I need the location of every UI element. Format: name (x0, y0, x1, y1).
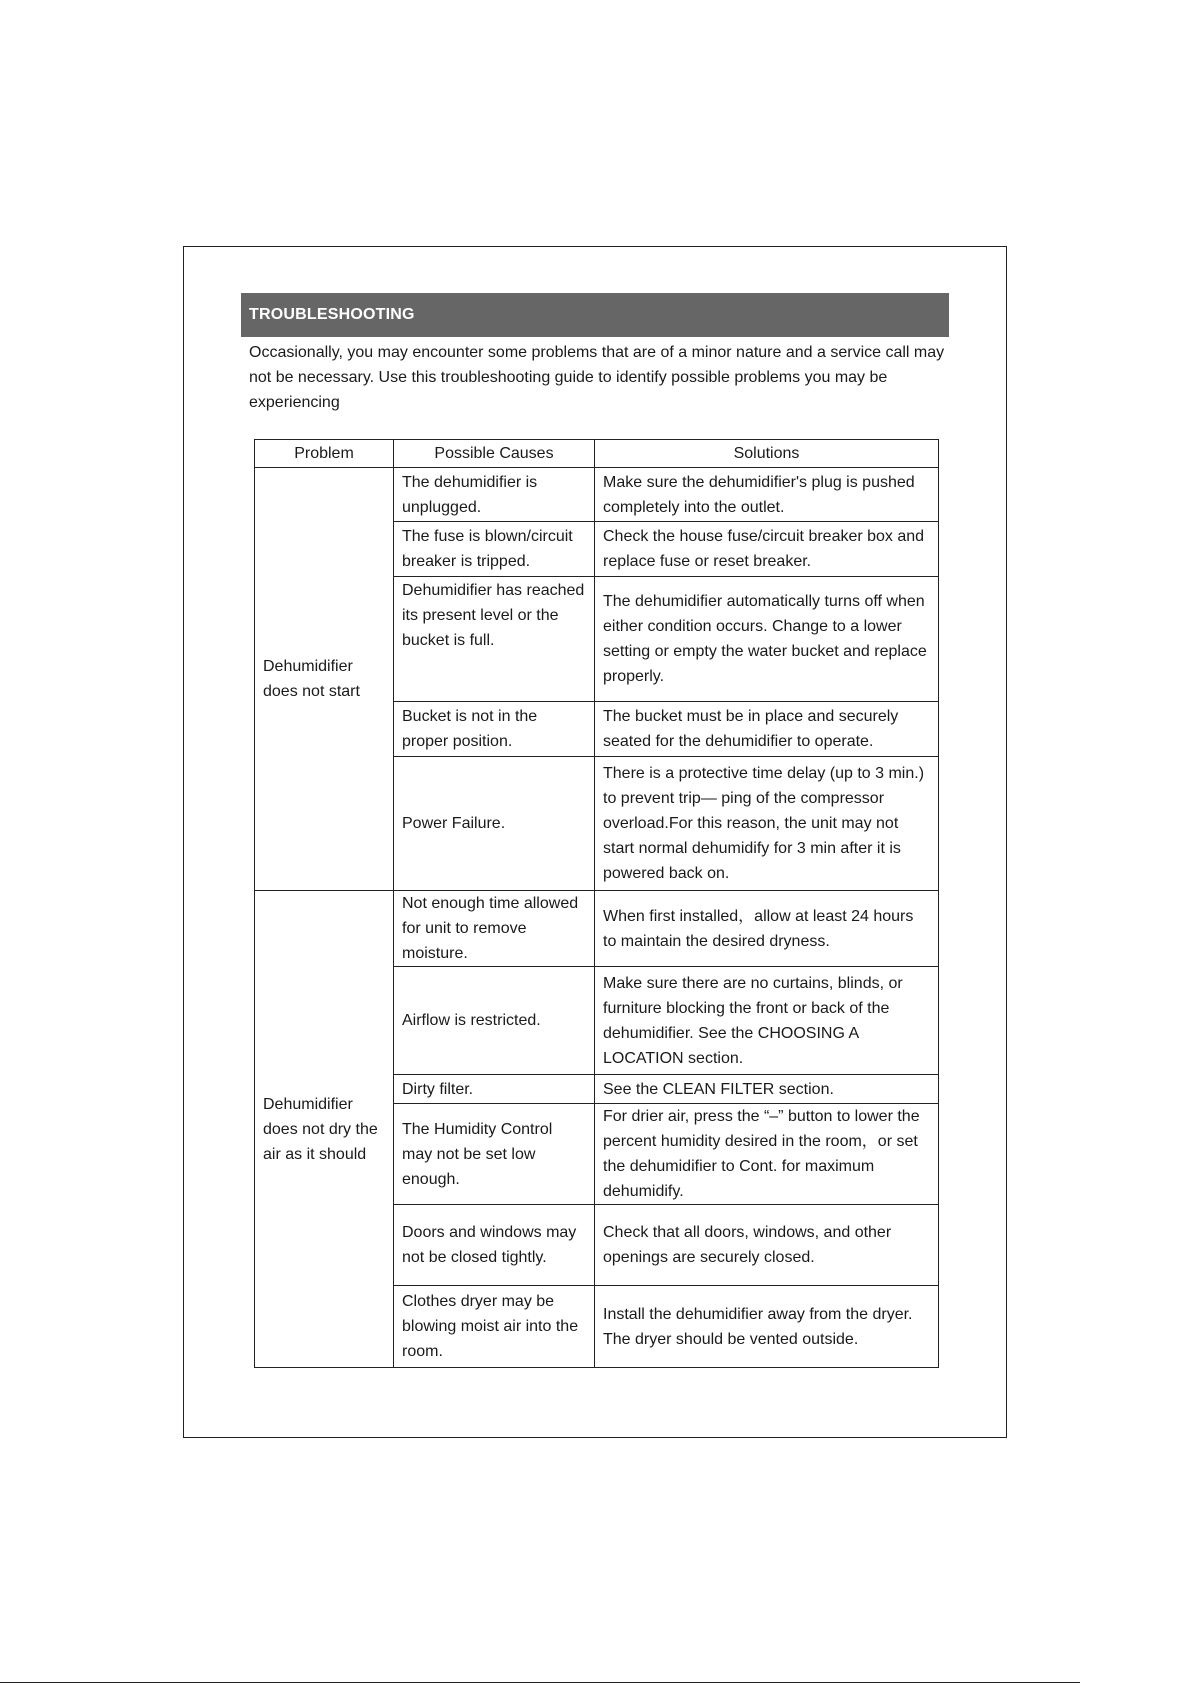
solution-cell: Install the dehumidifier away from the dryer. The dryer should be vented outside. (595, 1286, 939, 1368)
page-bottom-rule (0, 1682, 1080, 1683)
cause-cell: The dehumidifier is unplugged. (394, 468, 595, 522)
solution-cell: For drier air, press the “–” button to lower the percent humidity desired in the room，or set the dehumidifier to Cont. for maximum dehumidify. (595, 1104, 939, 1205)
table-row (255, 891, 939, 967)
cause-cell: Power Failure. (394, 757, 595, 891)
cause-cell: Bucket is not in the proper position. (394, 702, 595, 757)
problem-cell: Dehumidifier does not start (255, 468, 394, 891)
solution-cell: Check the house fuse/circuit breaker box and replace fuse or reset breaker. (595, 522, 939, 577)
table-row (255, 468, 939, 522)
solution-cell: There is a protective time delay (up to 3 min.) to prevent trip— ping of the compressor overload.For this reason, the unit may not start normal dehumidify for 3 min after it is powered back on. (595, 757, 939, 891)
cause-cell: Airflow is restricted. (394, 967, 595, 1075)
solution-cell: See the CLEAN FILTER section. (595, 1075, 939, 1104)
header-possible-causes: Possible Causes (394, 440, 595, 468)
cause-cell: Dehumidifier has reached its present level or the bucket is full. (394, 577, 595, 702)
header-solutions: Solutions (595, 440, 939, 468)
cause-cell: The Humidity Control may not be set low enough. (394, 1104, 595, 1205)
cause-cell: Clothes dryer may be blowing moist air into the room. (394, 1286, 595, 1368)
solution-cell: When first installed，allow at least 24 hours to maintain the desired dryness. (595, 891, 939, 967)
solution-cell: The bucket must be in place and securely seated for the dehumidifier to operate. (595, 702, 939, 757)
solution-cell: Make sure there are no curtains, blinds, or furniture blocking the front or back of the dehumidifier. See the CHOOSING A LOCATION section. (595, 967, 939, 1075)
cause-cell: Doors and windows may not be closed tightly. (394, 1205, 595, 1286)
solution-cell: Make sure the dehumidifier's plug is pushed completely into the outlet. (595, 468, 939, 522)
intro-paragraph: Occasionally, you may encounter some problems that are of a minor nature and a service call may not be necessary. Use this troubleshooting guide to identify possible problems you may be experiencing (249, 344, 945, 411)
cause-cell: Not enough time allowed for unit to remove moisture. (394, 891, 595, 967)
solution-cell: The dehumidifier automatically turns off when either condition occurs. Change to a lower setting or empty the water bucket and replace properly. (595, 577, 939, 702)
table-header-row (255, 440, 939, 468)
problem-cell: Dehumidifier does not dry the air as it should (255, 891, 394, 1368)
solution-cell: Check that all doors, windows, and other openings are securely closed. (595, 1205, 939, 1286)
cause-cell: Dirty filter. (394, 1075, 595, 1104)
header-problem: Problem (255, 440, 394, 468)
cause-cell: The fuse is blown/circuit breaker is tripped. (394, 522, 595, 577)
section-title: TROUBLESHOOTING (241, 293, 949, 337)
troubleshooting-table (254, 439, 939, 1368)
